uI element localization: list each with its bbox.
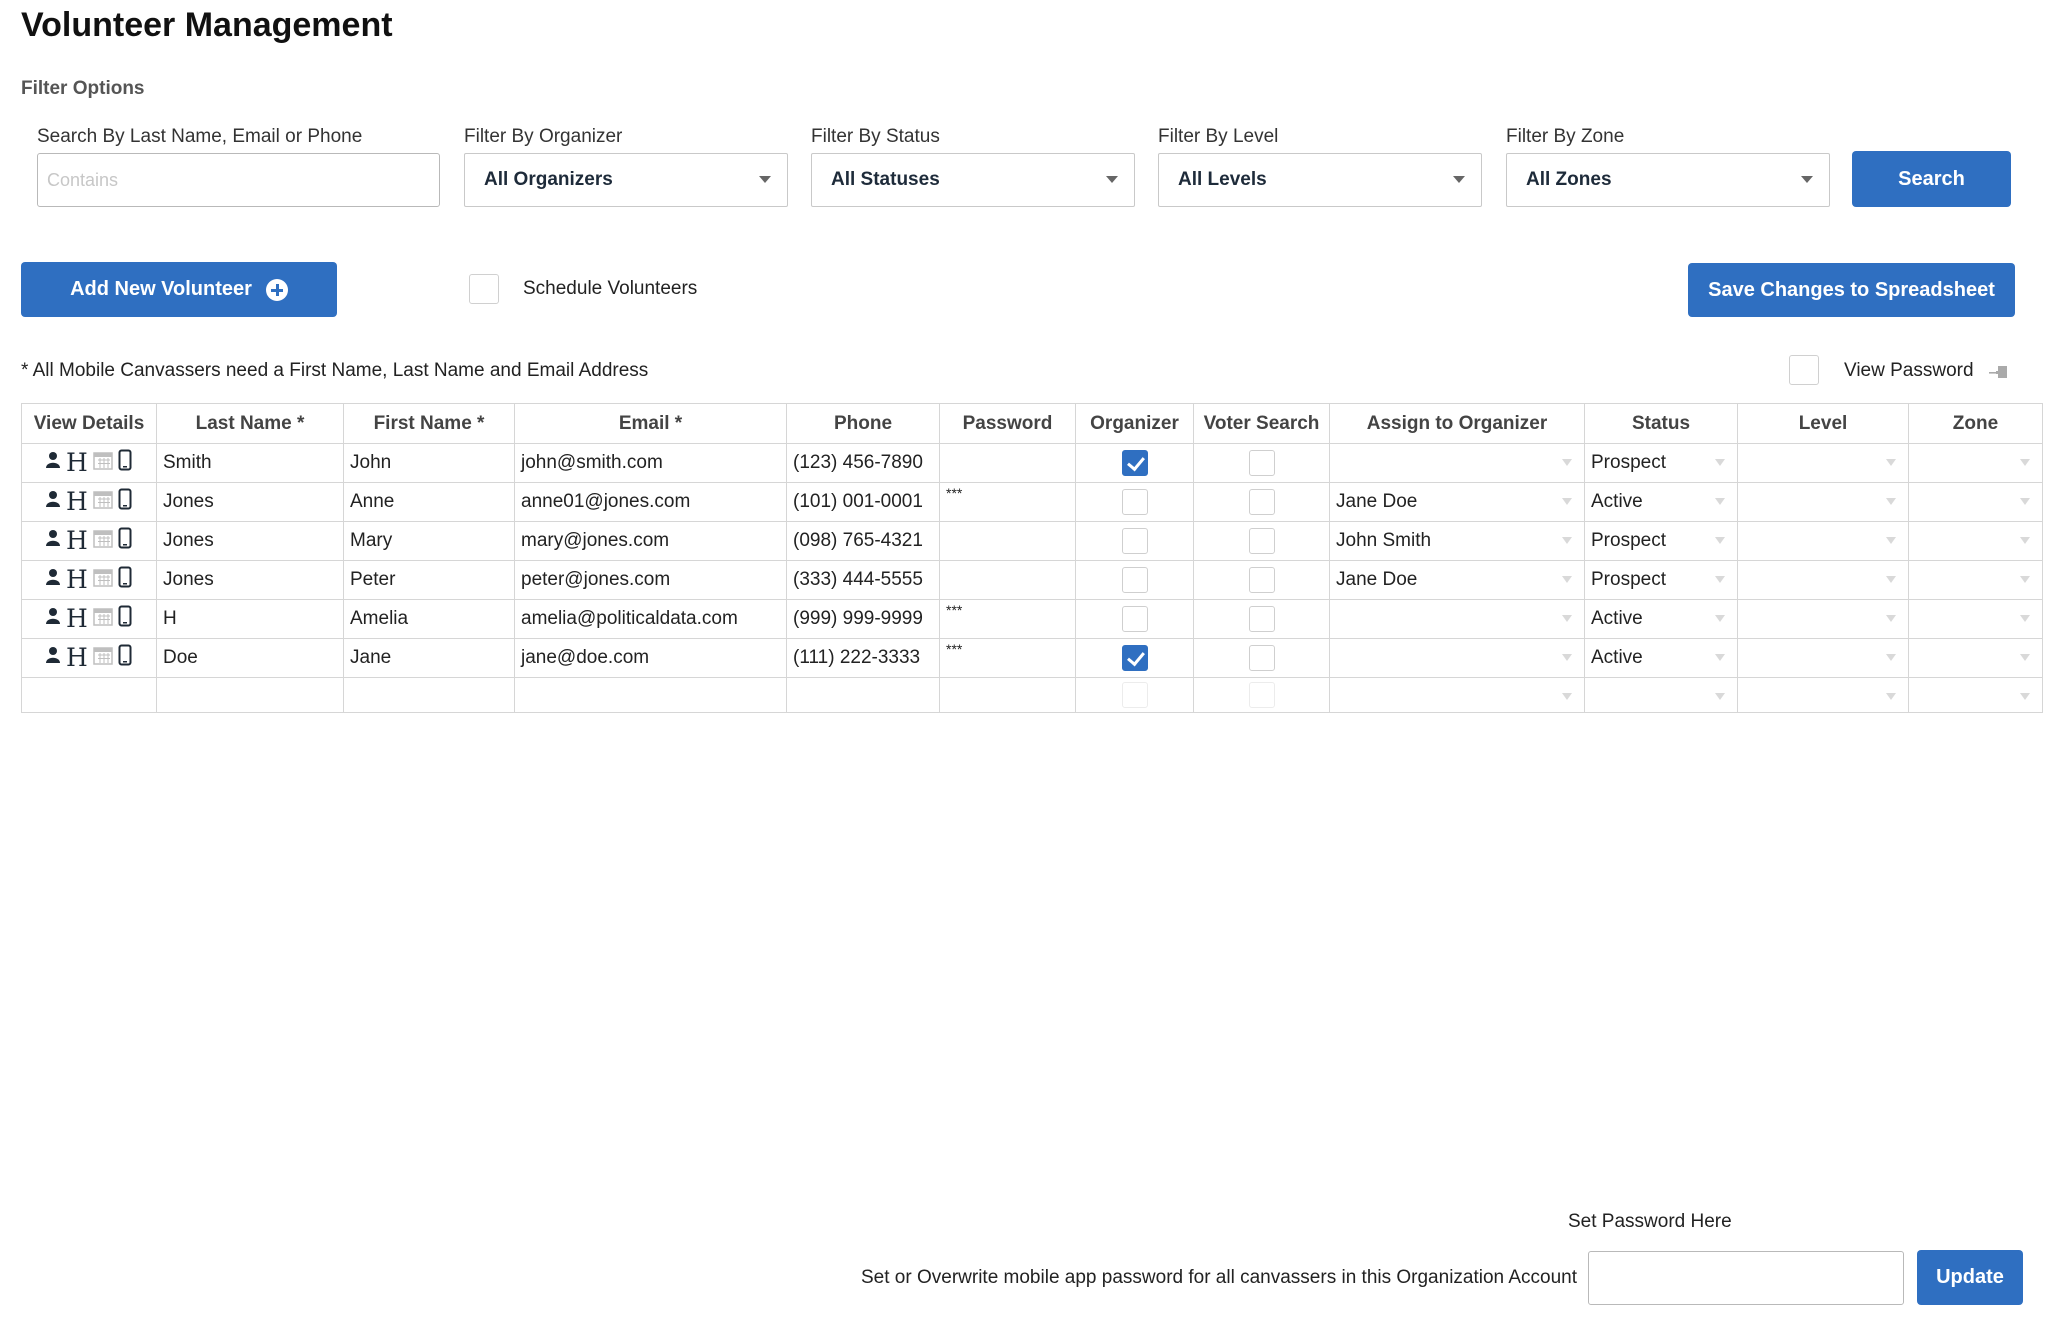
password-value: *** xyxy=(946,485,963,501)
chevron-down-icon xyxy=(759,176,771,183)
chevron-down-icon xyxy=(1715,537,1725,544)
table-row xyxy=(22,444,2043,483)
assign-organizer-cell[interactable] xyxy=(1330,639,1585,678)
h-icon[interactable]: H xyxy=(66,487,88,516)
last-name-cell[interactable]: H xyxy=(157,600,344,639)
update-password-button[interactable]: Update xyxy=(1917,1250,2023,1305)
chevron-down-icon xyxy=(1562,654,1572,661)
status-cell[interactable] xyxy=(1585,600,1738,639)
column-header-password[interactable]: Password xyxy=(940,404,1076,444)
password-cell[interactable] xyxy=(940,639,1076,678)
set-password-description: Set or Overwrite mobile app password for all canvassers in this Organization Account xyxy=(861,1267,1577,1288)
status-cell[interactable] xyxy=(1585,483,1738,522)
calendar-icon[interactable] xyxy=(93,567,113,593)
column-header-voter-search[interactable]: Voter Search xyxy=(1194,404,1330,444)
organizer-checkbox[interactable] xyxy=(1122,528,1148,554)
voter-search-cell xyxy=(1194,483,1330,522)
chevron-down-icon xyxy=(1886,459,1896,466)
chevron-down-icon xyxy=(1886,615,1896,622)
organizer-checkbox[interactable] xyxy=(1122,450,1148,476)
column-header-phone[interactable]: Phone xyxy=(787,404,940,444)
organizer-checkbox[interactable] xyxy=(1122,645,1148,671)
level-cell[interactable] xyxy=(1738,600,1909,639)
table-row xyxy=(22,561,2043,600)
email-cell[interactable]: anne01@jones.com xyxy=(515,483,787,522)
phone-icon[interactable] xyxy=(118,488,132,516)
assign-organizer-value: Jane Doe xyxy=(1336,491,1418,512)
chevron-down-icon xyxy=(1453,176,1465,183)
column-header-status[interactable]: Status xyxy=(1585,404,1738,444)
schedule-volunteers-checkbox[interactable] xyxy=(469,274,499,304)
organizer-cell xyxy=(1076,561,1194,600)
save-changes-button[interactable]: Save Changes to Spreadsheet xyxy=(1688,263,2015,317)
phone-cell[interactable]: (101) 001-0001 xyxy=(787,483,940,522)
h-icon[interactable]: H xyxy=(66,643,88,672)
chevron-down-icon xyxy=(1886,537,1896,544)
organizer-cell xyxy=(1076,639,1194,678)
level-filter-select[interactable] xyxy=(1158,153,1482,207)
search-label: Search By Last Name, Email or Phone xyxy=(37,126,363,147)
organizer-cell xyxy=(1076,483,1194,522)
person-icon[interactable] xyxy=(45,646,61,670)
table-row xyxy=(22,483,2043,522)
phone-cell[interactable]: (999) 999-9999 xyxy=(787,600,940,639)
phone-cell[interactable]: (098) 765-4321 xyxy=(787,522,940,561)
first-name-cell[interactable]: Anne xyxy=(344,483,515,522)
email-cell[interactable]: amelia@politicaldata.com xyxy=(515,600,787,639)
last-name-cell[interactable]: Jones xyxy=(157,561,344,600)
level-cell[interactable] xyxy=(1738,561,1909,600)
level-cell[interactable] xyxy=(1738,444,1909,483)
filter-options-label: Filter Options xyxy=(21,78,145,99)
column-header-last-name[interactable]: Last Name * xyxy=(157,404,344,444)
view-details-cell xyxy=(22,639,157,678)
person-icon[interactable] xyxy=(45,529,61,553)
organizer-checkbox[interactable] xyxy=(1122,682,1148,708)
table-row xyxy=(22,600,2043,639)
organizer-cell xyxy=(1076,444,1194,483)
level-cell[interactable] xyxy=(1738,639,1909,678)
calendar-icon[interactable] xyxy=(93,606,113,632)
column-header-first-name[interactable]: First Name * xyxy=(344,404,515,444)
first-name-cell[interactable]: Amelia xyxy=(344,600,515,639)
zone-cell[interactable] xyxy=(1909,600,2043,639)
status-value: Active xyxy=(1591,491,1643,512)
zone-cell[interactable] xyxy=(1909,678,2043,713)
volunteer-table xyxy=(21,403,2043,713)
last-name-cell[interactable]: Jones xyxy=(157,483,344,522)
chevron-down-icon xyxy=(1801,176,1813,183)
person-icon[interactable] xyxy=(45,490,61,514)
level-cell[interactable] xyxy=(1738,678,1909,713)
status-cell[interactable] xyxy=(1585,522,1738,561)
organizer-filter-select[interactable] xyxy=(464,153,788,207)
chevron-down-icon xyxy=(1886,498,1896,505)
level-cell[interactable] xyxy=(1738,483,1909,522)
voter-search-checkbox[interactable] xyxy=(1249,450,1275,476)
table-row xyxy=(22,639,2043,678)
chevron-down-icon xyxy=(2020,459,2030,466)
chevron-down-icon xyxy=(2020,576,2030,583)
chevron-down-icon xyxy=(1106,176,1118,183)
chevron-down-icon xyxy=(2020,498,2030,505)
password-value: *** xyxy=(946,602,963,618)
view-details-cell xyxy=(22,678,157,713)
organizer-cell xyxy=(1076,600,1194,639)
chevron-down-icon xyxy=(1715,693,1725,700)
password-cell[interactable] xyxy=(940,444,1076,483)
voter-search-cell xyxy=(1194,522,1330,561)
view-password-label: View Password xyxy=(1844,360,1974,381)
person-icon[interactable] xyxy=(45,607,61,631)
email-cell[interactable]: jane@doe.com xyxy=(515,639,787,678)
chevron-down-icon xyxy=(1715,459,1725,466)
organizer-cell xyxy=(1076,522,1194,561)
status-filter-select[interactable] xyxy=(811,153,1135,207)
first-name-cell[interactable]: Peter xyxy=(344,561,515,600)
organizer-filter-label: Filter By Organizer xyxy=(464,126,623,147)
email-cell[interactable]: mary@jones.com xyxy=(515,522,787,561)
chevron-down-icon xyxy=(2020,654,2030,661)
status-cell[interactable] xyxy=(1585,678,1738,713)
password-cell[interactable] xyxy=(940,678,1076,713)
voter-search-checkbox[interactable] xyxy=(1249,645,1275,671)
chevron-down-icon xyxy=(1715,615,1725,622)
view-details-cell xyxy=(22,444,157,483)
first-name-cell[interactable]: Jane xyxy=(344,639,515,678)
voter-search-checkbox[interactable] xyxy=(1249,528,1275,554)
zone-cell[interactable] xyxy=(1909,483,2043,522)
chevron-down-icon xyxy=(1562,459,1572,466)
zone-filter-label: Filter By Zone xyxy=(1506,126,1625,147)
table-row xyxy=(22,522,2043,561)
h-icon[interactable]: H xyxy=(66,448,88,477)
password-cell[interactable] xyxy=(940,483,1076,522)
search-input[interactable] xyxy=(37,153,440,207)
chevron-down-icon xyxy=(1886,576,1896,583)
organizer-filter-value: All Organizers xyxy=(484,169,613,190)
password-cell[interactable] xyxy=(940,561,1076,600)
h-icon[interactable]: H xyxy=(66,565,88,594)
zone-cell[interactable] xyxy=(1909,561,2043,600)
last-name-cell[interactable]: Jones xyxy=(157,522,344,561)
status-filter-label: Filter By Status xyxy=(811,126,940,147)
status-cell[interactable] xyxy=(1585,444,1738,483)
status-value: Active xyxy=(1591,647,1643,668)
phone-icon[interactable] xyxy=(118,644,132,672)
chevron-down-icon xyxy=(1562,537,1572,544)
calendar-icon[interactable] xyxy=(93,528,113,554)
password-value: *** xyxy=(946,641,963,657)
view-details-cell xyxy=(22,483,157,522)
column-header-view-details[interactable]: View Details xyxy=(22,404,157,444)
phone-icon[interactable] xyxy=(118,527,132,555)
column-header-organizer[interactable]: Organizer xyxy=(1076,404,1194,444)
assign-organizer-cell[interactable] xyxy=(1330,678,1585,713)
organizer-checkbox[interactable] xyxy=(1122,567,1148,593)
chevron-down-icon xyxy=(1562,693,1572,700)
chevron-down-icon xyxy=(1715,654,1725,661)
chevron-down-icon xyxy=(1562,498,1572,505)
schedule-volunteers-label: Schedule Volunteers xyxy=(523,278,698,299)
column-header-assign-to-organizer[interactable]: Assign to Organizer xyxy=(1330,404,1585,444)
voter-search-cell xyxy=(1194,639,1330,678)
search-button[interactable]: Search xyxy=(1852,151,2011,207)
view-details-cell xyxy=(22,600,157,639)
chevron-down-icon xyxy=(1715,498,1725,505)
zone-filter-value: All Zones xyxy=(1526,169,1612,190)
voter-search-checkbox[interactable] xyxy=(1249,567,1275,593)
add-new-volunteer-button[interactable] xyxy=(21,262,337,317)
assign-organizer-cell[interactable] xyxy=(1330,522,1585,561)
view-password-checkbox[interactable] xyxy=(1789,355,1819,385)
assign-organizer-value: Jane Doe xyxy=(1336,569,1418,590)
level-filter-value: All Levels xyxy=(1178,169,1267,190)
assign-organizer-value: John Smith xyxy=(1336,530,1432,551)
view-details-cell xyxy=(22,522,157,561)
phone-cell[interactable]: (111) 222-3333 xyxy=(787,639,940,678)
h-icon[interactable]: H xyxy=(66,604,88,633)
column-header-level[interactable]: Level xyxy=(1738,404,1909,444)
last-name-cell[interactable]: Doe xyxy=(157,639,344,678)
voter-search-cell xyxy=(1194,678,1330,713)
set-password-label: Set Password Here xyxy=(1568,1211,1732,1232)
phone-icon[interactable] xyxy=(118,605,132,633)
phone-cell[interactable]: (333) 444-5555 xyxy=(787,561,940,600)
voter-search-checkbox[interactable] xyxy=(1249,682,1275,708)
phone-icon[interactable] xyxy=(118,449,132,477)
table-header-row xyxy=(22,404,2043,444)
voter-search-checkbox[interactable] xyxy=(1249,489,1275,515)
required-fields-note: * All Mobile Canvassers need a First Name, Last Name and Email Address xyxy=(21,360,649,381)
organizer-checkbox[interactable] xyxy=(1122,606,1148,632)
new-entry-row xyxy=(22,678,2043,713)
status-value: Prospect xyxy=(1591,452,1666,473)
voter-search-cell xyxy=(1194,444,1330,483)
chevron-down-icon xyxy=(1715,576,1725,583)
chevron-down-icon xyxy=(2020,693,2030,700)
status-value: Prospect xyxy=(1591,530,1666,551)
assign-organizer-cell[interactable] xyxy=(1330,561,1585,600)
last-name-cell[interactable]: Smith xyxy=(157,444,344,483)
chevron-down-icon xyxy=(2020,537,2030,544)
status-cell[interactable] xyxy=(1585,639,1738,678)
first-name-cell[interactable]: Mary xyxy=(344,522,515,561)
email-cell[interactable] xyxy=(515,678,787,713)
email-cell[interactable]: peter@jones.com xyxy=(515,561,787,600)
zone-cell[interactable] xyxy=(1909,639,2043,678)
person-icon[interactable] xyxy=(45,568,61,592)
pin-icon[interactable] xyxy=(1989,363,2011,383)
column-header-zone[interactable]: Zone xyxy=(1909,404,2043,444)
organizer-checkbox[interactable] xyxy=(1122,489,1148,515)
person-icon[interactable] xyxy=(45,451,61,475)
phone-cell[interactable]: (123) 456-7890 xyxy=(787,444,940,483)
chevron-down-icon xyxy=(2020,615,2030,622)
status-value: Active xyxy=(1591,608,1643,629)
status-value: Prospect xyxy=(1591,569,1666,590)
h-icon[interactable]: H xyxy=(66,526,88,555)
email-cell[interactable]: john@smith.com xyxy=(515,444,787,483)
voter-search-checkbox[interactable] xyxy=(1249,606,1275,632)
calendar-icon[interactable] xyxy=(93,645,113,671)
status-filter-value: All Statuses xyxy=(831,169,940,190)
voter-search-cell xyxy=(1194,561,1330,600)
assign-organizer-cell[interactable] xyxy=(1330,483,1585,522)
add-new-volunteer-label: Add New Volunteer xyxy=(70,278,252,300)
assign-organizer-cell[interactable] xyxy=(1330,600,1585,639)
status-cell[interactable] xyxy=(1585,561,1738,600)
plus-circle-icon xyxy=(266,279,288,301)
calendar-icon[interactable] xyxy=(93,450,113,476)
last-name-cell[interactable] xyxy=(157,678,344,713)
view-details-cell xyxy=(22,561,157,600)
password-cell[interactable] xyxy=(940,600,1076,639)
level-filter-label: Filter By Level xyxy=(1158,126,1279,147)
zone-filter-select[interactable] xyxy=(1506,153,1830,207)
chevron-down-icon xyxy=(1886,654,1896,661)
phone-icon[interactable] xyxy=(118,566,132,594)
chevron-down-icon xyxy=(1562,615,1572,622)
calendar-icon[interactable] xyxy=(93,489,113,515)
column-header-email[interactable]: Email * xyxy=(515,404,787,444)
password-cell[interactable] xyxy=(940,522,1076,561)
first-name-cell[interactable] xyxy=(344,678,515,713)
first-name-cell[interactable]: John xyxy=(344,444,515,483)
level-cell[interactable] xyxy=(1738,522,1909,561)
zone-cell[interactable] xyxy=(1909,522,2043,561)
page-title: Volunteer Management xyxy=(21,6,393,44)
assign-organizer-cell[interactable] xyxy=(1330,444,1585,483)
chevron-down-icon xyxy=(1886,693,1896,700)
phone-cell[interactable] xyxy=(787,678,940,713)
organizer-cell xyxy=(1076,678,1194,713)
chevron-down-icon xyxy=(1562,576,1572,583)
voter-search-cell xyxy=(1194,600,1330,639)
zone-cell[interactable] xyxy=(1909,444,2043,483)
set-password-input[interactable] xyxy=(1588,1251,1904,1305)
